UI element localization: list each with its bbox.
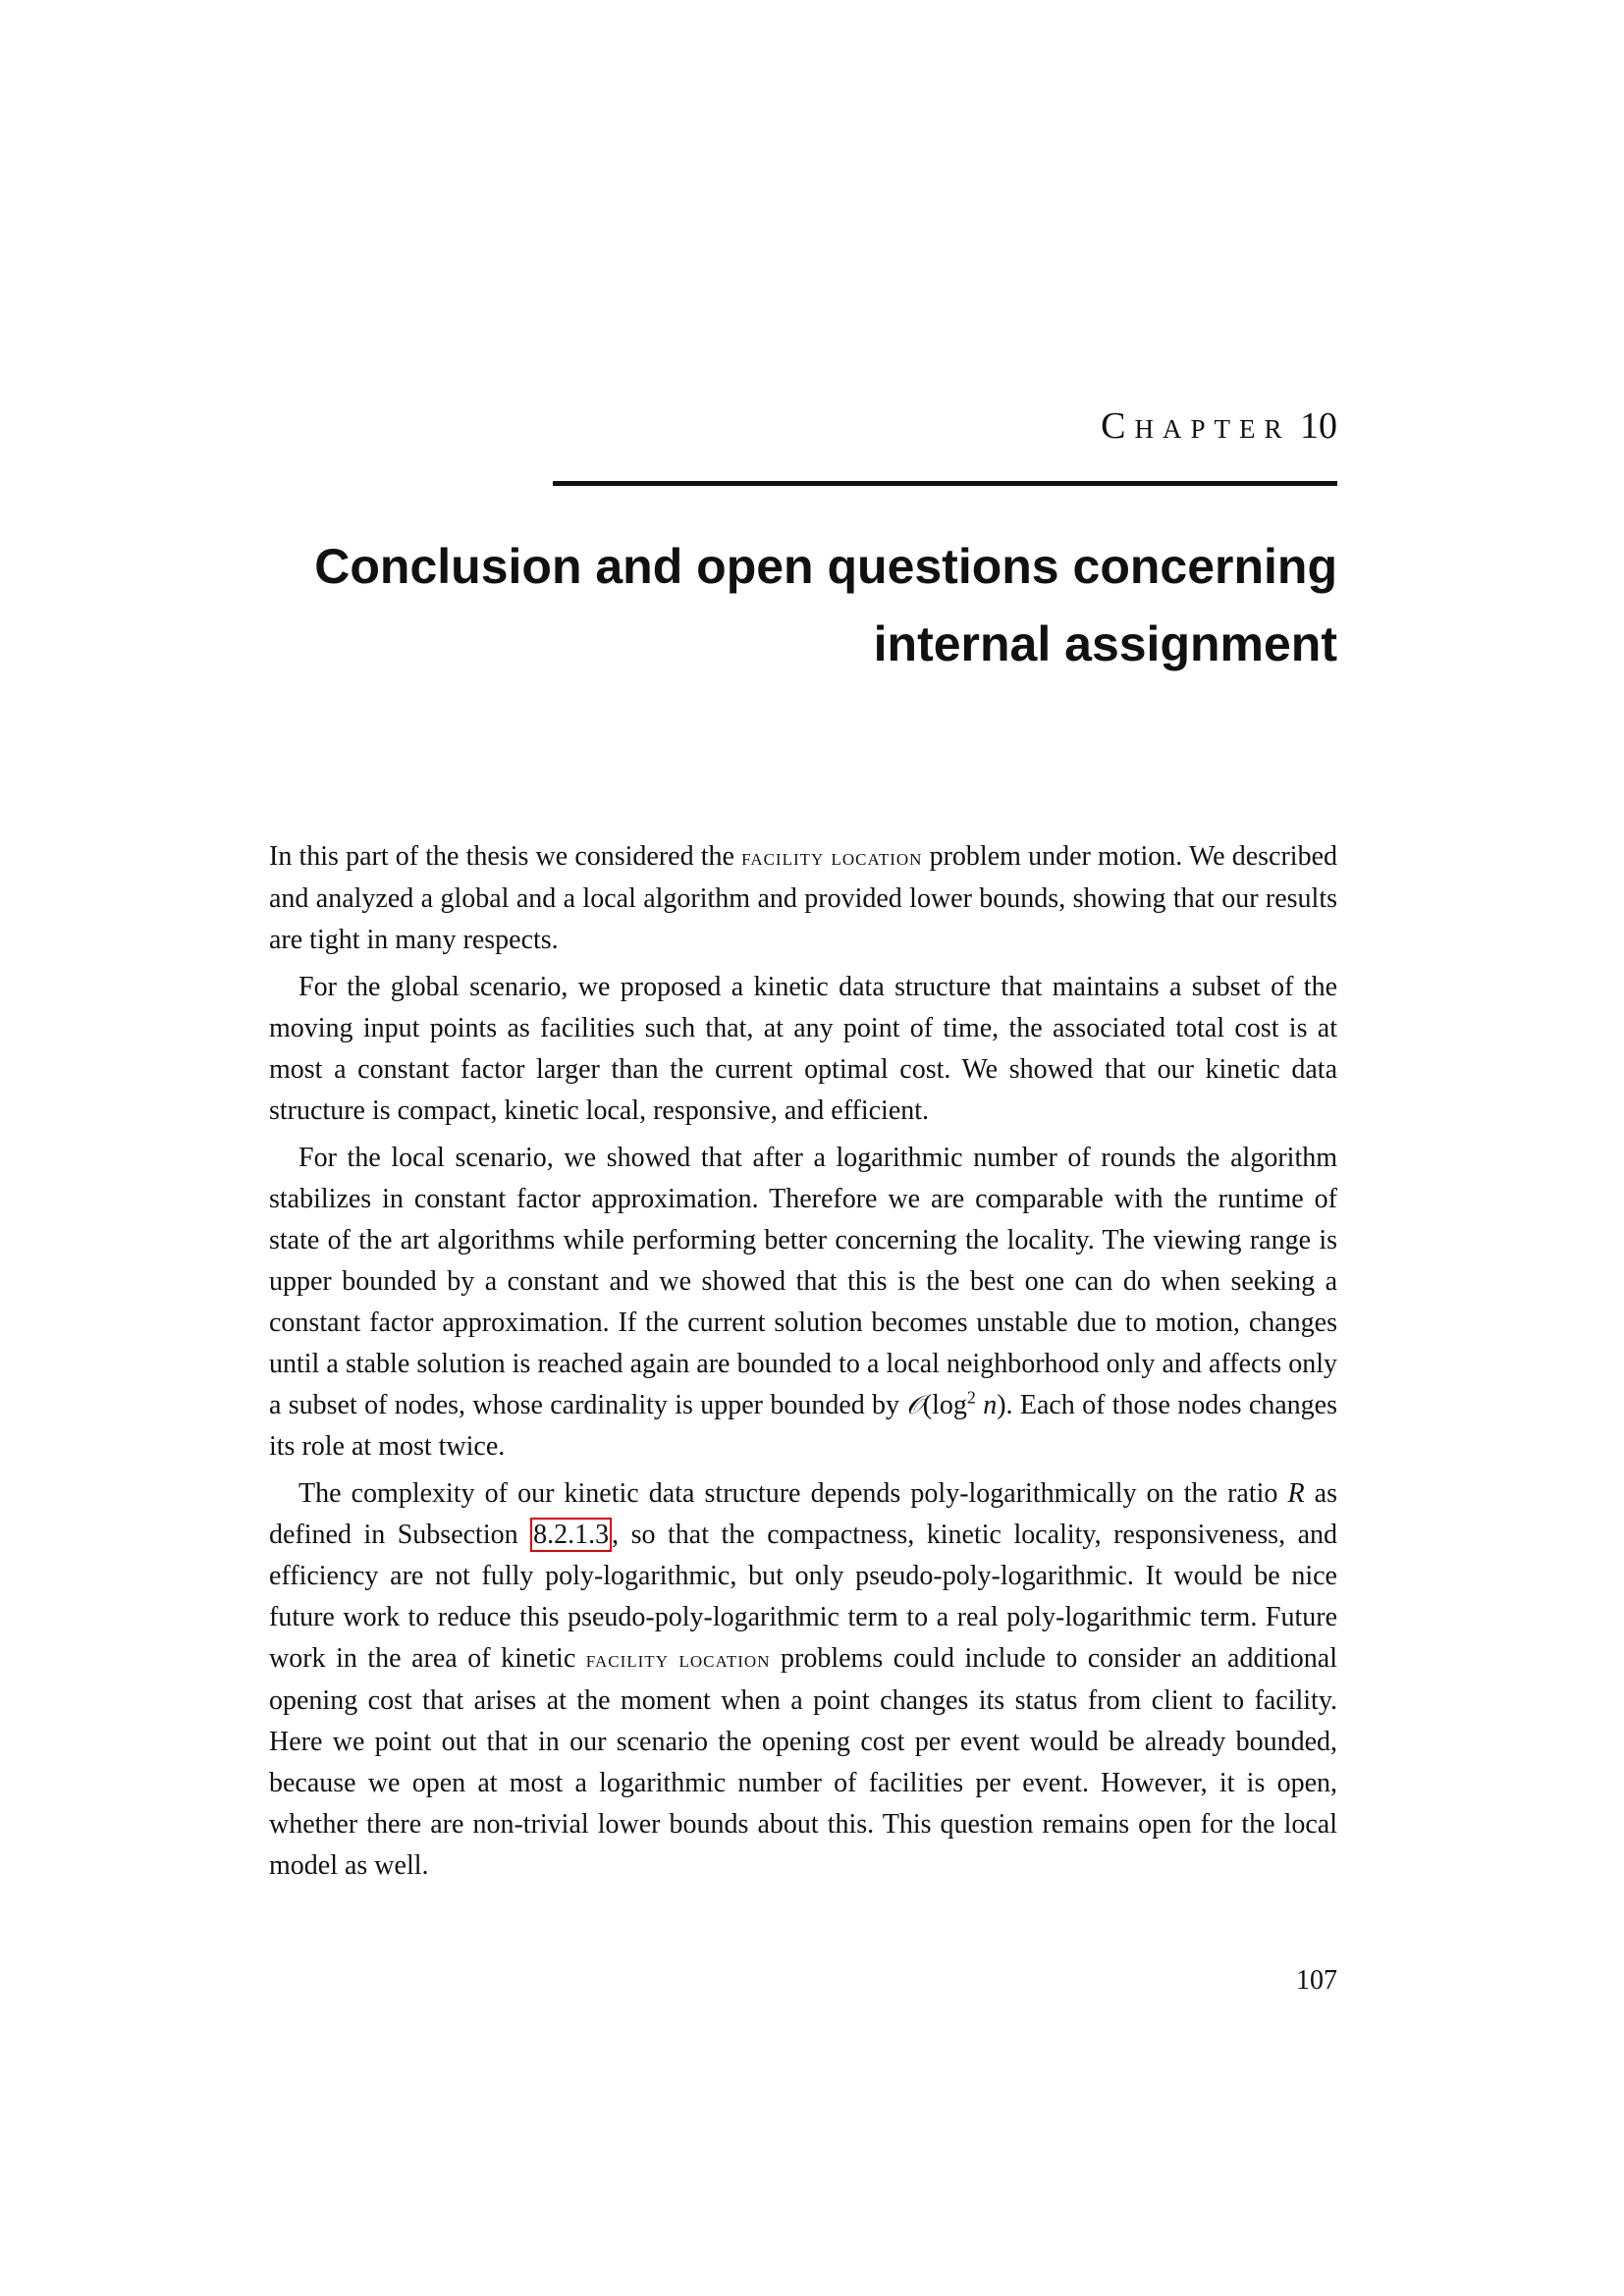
body-text bbox=[269, 836, 1337, 1893]
math-expression bbox=[906, 1387, 1006, 1420]
chapter-label bbox=[1101, 404, 1337, 448]
paragraph-1 bbox=[269, 836, 1337, 961]
paragraph-2: For the global scenario, we proposed a kinetic data structure that maintains a subset of the moving input points as facilities such that, at any point of time, the associated total cost is at most a constant factor larger than the current optimal cost. We showed that our kinetic data structure is compact, kinetic local, responsive, and efficient. bbox=[269, 972, 1337, 1126]
paragraph-4-text-a: The complexity of our kinetic data structure depends poly-logarithmically on the ratio bbox=[298, 1478, 1288, 1509]
paragraph-4 bbox=[269, 1473, 1337, 1887]
chapter-title-line-1: Conclusion and open questions concerning bbox=[314, 539, 1337, 594]
paragraph-3 bbox=[269, 1138, 1337, 1468]
paragraph-1-text-a: In this part of the thesis we considered the bbox=[269, 841, 742, 872]
chapter-title-line-2: internal assignment bbox=[873, 616, 1337, 671]
math-big-o: 𝒪 bbox=[906, 1391, 923, 1420]
math-log: (log bbox=[922, 1390, 967, 1420]
page-number: 107 bbox=[1296, 1965, 1337, 1996]
chapter-word: Chapter bbox=[1101, 405, 1291, 447]
chapter-title bbox=[269, 528, 1337, 683]
paragraph-4-text-b: as defined in Subsection bbox=[269, 1478, 1338, 1550]
chapter-rule bbox=[553, 481, 1337, 486]
paragraph-4-text-d: problems could include to consider an additional opening cost that arises at the moment when a point changes its status from client to facility. Here we point out that in our scenario the opening cost per event would be already bounded, because we open at most a logarithmic number of facilities per event. However, it is open, whether there are non-trivial lower bounds about this. This question remains open for the local model as well. bbox=[269, 1643, 1338, 1881]
math-variable-r: R bbox=[1287, 1478, 1305, 1509]
term-facility-location-2: facility location bbox=[585, 1647, 771, 1673]
math-variable-n: n bbox=[975, 1390, 998, 1420]
term-facility-location: facility location bbox=[741, 845, 923, 871]
paragraph-4-text-c: , so that the compactness, kinetic locality, responsiveness, and efficiency are not fully poly-logarithmic, but only pseudo-poly-logarithmic. It would be nice future work to reduce this pseudo-poly-logarithmic term to a real poly-logarithmic term. Future work in the area of kinetic bbox=[269, 1520, 1338, 1674]
chapter-number: 10 bbox=[1300, 405, 1337, 447]
paragraph-3-text-b: . Each of those nodes changes its role at most twice. bbox=[269, 1390, 1338, 1462]
math-exponent: 2 bbox=[966, 1387, 976, 1408]
paragraph-1-text-b: problem under motion. We described and analyzed a global and a local algorithm and provided lower bounds, showing that our results are tight in many respects. bbox=[269, 841, 1337, 955]
math-close-paren: ) bbox=[997, 1390, 1006, 1420]
paragraph-3-text-a: For the local scenario, we showed that after a logarithmic number of rounds the algorithm stabilizes in constant factor approximation. Therefore we are comparable with the runtime of state of the art algorithms while performing better concerning the locality. The viewing range is upper bounded by a constant and we showed that this is the best one can do when seeking a constant factor approximation. If the current solution becomes unstable due to motion, changes until a stable solution is reached again are bounded to a local neighborhood only and affects only a subset of nodes, whose cardinality is upper bounded by bbox=[269, 1143, 1337, 1420]
subsection-reference-link[interactable]: 8.2.1.3 bbox=[530, 1518, 612, 1552]
